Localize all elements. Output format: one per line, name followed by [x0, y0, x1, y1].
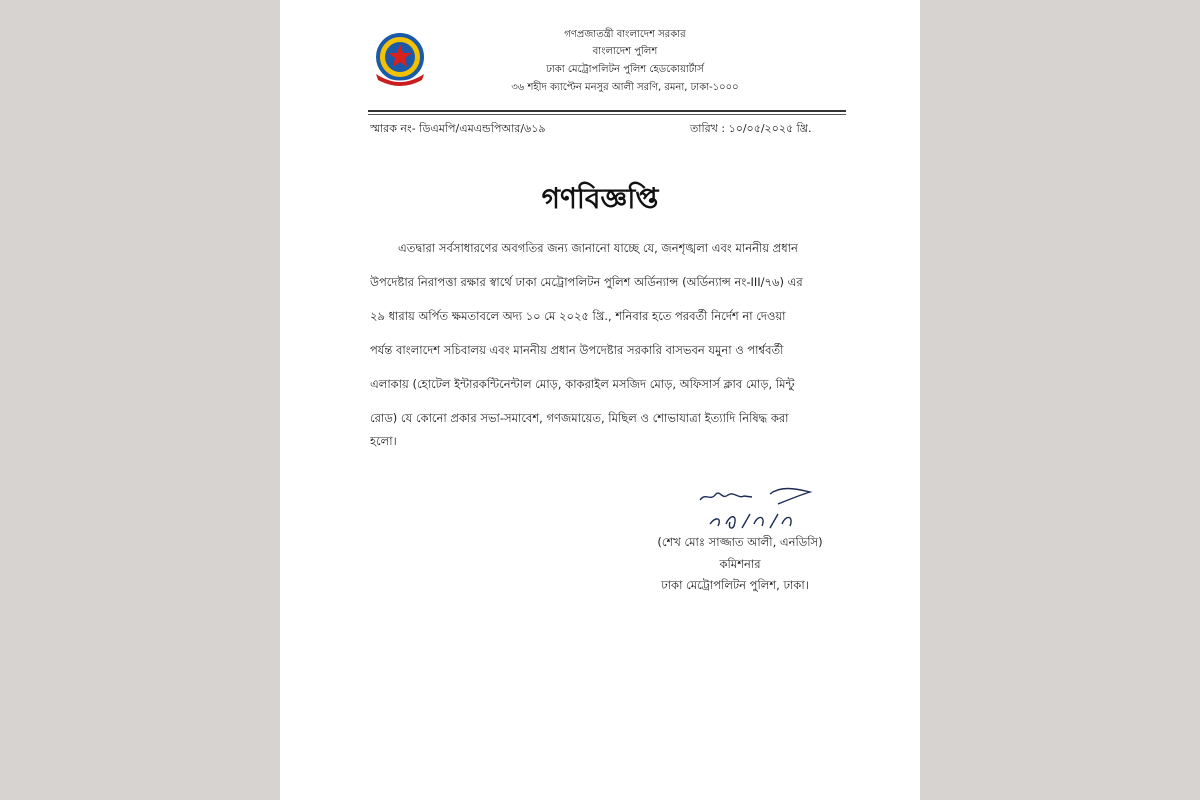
body-line: এতদ্বারা সর্বসাধারণের অবগতির জন্য জানানো যাচ্ছে যে, জনশৃঙ্খলা এবং মাননীয় প্রধান: [398, 241, 798, 255]
signatory-name: (শেখ মোঃ সাজ্জাত আলী, এনডিসি): [657, 535, 823, 549]
header-divider: [368, 110, 846, 112]
memo-number: স্মারক নং- ডিএমপি/এমএন্ডপিআর/৬১৯: [370, 122, 546, 135]
body-line: এলাকায় (হোটেল ইন্টারকন্টিনেন্টাল মোড়, কাকরাইল মসজিদ মোড়, অফিসার্স ক্লাব মোড়, মিন্টু: [370, 377, 795, 391]
body-line: উপদেষ্টার নিরাপত্তা রক্ষার স্বার্থে ঢাকা মেট্রোপলিটন পুলিশ অর্ডিন্যান্স (অর্ডিন্যান্স নং-III/৭৬) এর: [370, 275, 803, 289]
signatory-title: কমিশনার: [719, 557, 761, 571]
issue-date: তারিখ : ১০/০৫/২০২৫ খ্রি.: [690, 122, 812, 135]
body-line: পর্যন্ত বাংলাদেশ সচিবালয় এবং মাননীয় প্রধান উপদেষ্টার সরকারি বাসভবন যমুনা ও পার্শ্ববর্তী: [370, 343, 784, 357]
body-line: রোড) যে কোনো প্রকার সভা-সমাবেশ, গণজমায়েত, মিছিল ও শোভাযাত্রা ইত্যাদি নিষিদ্ধ করা: [370, 411, 789, 425]
header-police: বাংলাদেশ পুলিশ: [592, 46, 658, 57]
page-title: গণবিজ্ঞপ্তি: [541, 182, 659, 215]
header-government: গণপ্রজাতন্ত্রী বাংলাদেশ সরকার: [564, 29, 686, 40]
header-divider-thin: [368, 114, 846, 115]
body-line: হলো।: [370, 434, 397, 448]
body-line: ২৯ ধারায় অর্পিত ক্ষমতাবলে অদ্য ১০ মে ২০২৫ খ্রি., শনিবার হতে পরবর্তী নির্দেশ না দেওয়া: [370, 309, 786, 323]
header-dmp-hq: ঢাকা মেট্রোপলিটন পুলিশ হেডকোয়ার্টার্স: [546, 64, 704, 75]
signatory-office: ঢাকা মেট্রোপলিটন পুলিশ, ঢাকা।: [661, 578, 809, 592]
handwritten-signature: [692, 484, 824, 532]
header-address: ৩৬ শহীদ ক্যাপ্টেন মনসুর আলী সরণি, রমনা, ঢাকা-১০০০: [511, 82, 739, 93]
